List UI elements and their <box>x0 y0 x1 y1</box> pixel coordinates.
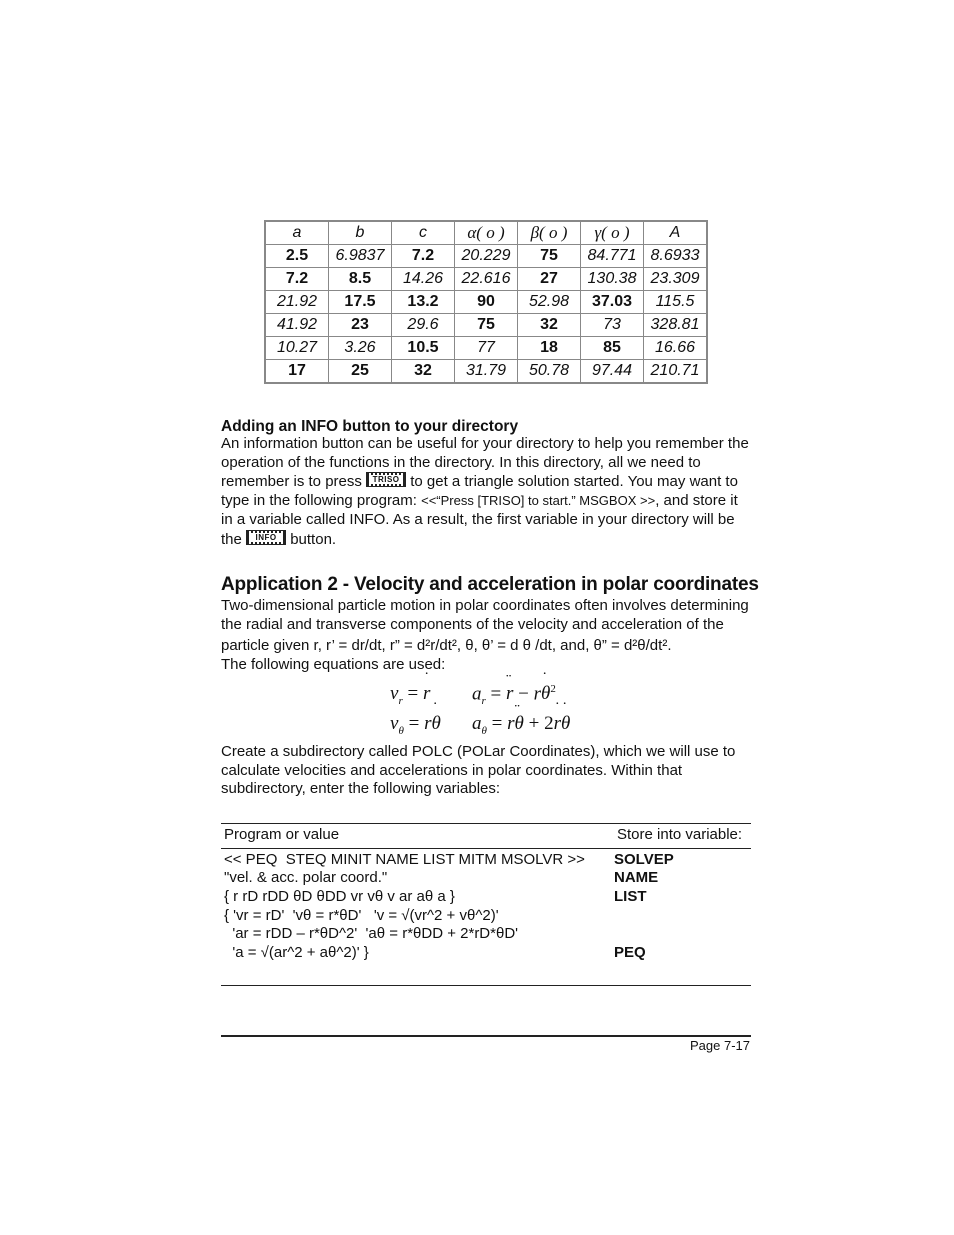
table-row <box>265 245 707 268</box>
table-cell: 27 <box>518 268 581 291</box>
table-cell: 115.5 <box>644 291 708 314</box>
table-cell: 328.81 <box>644 314 708 337</box>
table-cell: 25 <box>329 360 392 384</box>
table-cell: 8.5 <box>329 268 392 291</box>
table-cell: 17.5 <box>329 291 392 314</box>
text-line: subdirectory, enter the following variables: <box>221 780 501 798</box>
table-cell: 7.2 <box>392 245 455 268</box>
section-title: Application 2 - Velocity and acceleration in polar coordinates <box>221 574 759 595</box>
table-cell: 52.98 <box>518 291 581 314</box>
table-cell: 20.229 <box>455 245 518 268</box>
table-cell: 16.66 <box>644 337 708 360</box>
table-cell: 23.309 <box>644 268 708 291</box>
table-cell: 7.2 <box>265 268 329 291</box>
table-cell: 130.38 <box>581 268 644 291</box>
table-top-rule <box>221 823 751 824</box>
text-line: to get a triangle solution started. You may want to <box>410 473 738 491</box>
table-header-cell: γ( o ) <box>581 221 644 245</box>
table-cell: 10.5 <box>392 337 455 360</box>
table-row <box>265 360 707 384</box>
table-row <box>265 337 707 360</box>
table-header-cell: c <box>392 221 455 245</box>
table-cell: 21.92 <box>265 291 329 314</box>
table-cell: 210.71 <box>644 360 708 384</box>
table-cell: 32 <box>518 314 581 337</box>
table-cell: 8.6933 <box>644 245 708 268</box>
table-bottom-rule <box>221 985 751 986</box>
info-section-heading: Adding an INFO button to your directory <box>221 418 519 435</box>
inline-code: <<“Press [TRISO] to start.” MSGBOX >> <box>421 493 656 509</box>
store-variable-solvep: SOLVEP <box>614 851 674 868</box>
text-line: An information button can be useful for your directory to help you remember the <box>221 435 749 452</box>
text-line: The following equations are used: <box>221 656 446 674</box>
store-variable-list: LIST <box>614 888 647 905</box>
table-cell: 2.5 <box>265 245 329 268</box>
table-cell: 97.44 <box>581 360 644 384</box>
text-line: button. <box>290 530 337 548</box>
table-header-cell: a <box>265 221 329 245</box>
table-cell: 77 <box>455 337 518 360</box>
table-cell: 73 <box>581 314 644 337</box>
table-row <box>265 268 707 291</box>
text-line: calculate velocities and accelerations in polar coordinates. Within that <box>221 761 683 779</box>
text-line: particle given r, r’ = dr/dt, r” = d²r/dt², θ, θ’ = d θ /dt, and, θ” = d²θ/dt². <box>221 637 672 655</box>
text-line: Two-dimensional particle motion in polar coordinates often involves determining <box>221 597 749 614</box>
page-number: Page 7-17 <box>690 1038 750 1053</box>
column-header-store: Store into variable: <box>617 826 743 843</box>
table-cell: 90 <box>455 291 518 314</box>
text-line: remember is to press <box>221 473 362 491</box>
equation-vr: $v_r = r$ ˙ <box>390 683 430 707</box>
equation-atheta: $a_\theta = r\theta$ ¨ + 2r ˙θ ˙ <box>472 713 570 737</box>
table-header-rule <box>221 848 751 849</box>
text-line: Create a subdirectory called POLC (POLar Coordinates), which we will use to <box>221 743 736 760</box>
table-cell: 3.26 <box>329 337 392 360</box>
info-section-paragraph <box>221 435 753 549</box>
column-header-program: Program or value <box>224 826 340 843</box>
table-row <box>265 314 707 337</box>
triso-softkey-icon: TRISO <box>366 472 406 487</box>
equation-vtheta: $v_\theta = r\theta$ ˙ <box>390 713 441 737</box>
table-cell: 31.79 <box>455 360 518 384</box>
program-line: << PEQ STEQ MINIT NAME LIST MITM MSOLVR >> <box>224 851 585 868</box>
store-variable-name: NAME <box>614 869 659 886</box>
text-line: type in the following program: <box>221 492 417 510</box>
table-header-cell: β( o ) <box>518 221 581 245</box>
table-cell: 13.2 <box>392 291 455 314</box>
table-cell: 37.03 <box>581 291 644 314</box>
program-line: "vel. & acc. polar coord." <box>224 869 388 886</box>
text-line: , and store it <box>655 492 738 510</box>
table-cell: 23 <box>329 314 392 337</box>
table-cell: 75 <box>518 245 581 268</box>
table-cell: 41.92 <box>265 314 329 337</box>
program-line: { r rD rDD θD θDD vr vθ v ar aθ a } <box>224 888 455 905</box>
text-line: operation of the functions in the directory. In this directory, all we need to <box>221 453 701 471</box>
table-cell: 85 <box>581 337 644 360</box>
text-line: in a variable called INFO. As a result, the first variable in your directory will be <box>221 510 735 528</box>
table-header-row <box>265 221 707 245</box>
table-cell: 84.771 <box>581 245 644 268</box>
table-header-cell: b <box>329 221 392 245</box>
table-row <box>265 291 707 314</box>
table-cell: 17 <box>265 360 329 384</box>
table-cell: 22.616 <box>455 268 518 291</box>
table-header-cell: α( o ) <box>455 221 518 245</box>
table-cell: 18 <box>518 337 581 360</box>
table-cell: 10.27 <box>265 337 329 360</box>
program-line: { 'vr = rD' 'vθ = r*θD' 'v = √(vr^2 + vθ^2)' <box>224 907 499 924</box>
triangle-solutions-table <box>264 220 708 384</box>
program-line: 'ar = rDD – r*θD^2' 'aθ = r*θDD + 2*rD*θD' <box>224 925 519 942</box>
table-cell: 29.6 <box>392 314 455 337</box>
app2-intro-paragraph <box>221 597 753 675</box>
equation-ar: $a_r = r$ ¨ − rθ ˙$^2$ <box>472 683 556 707</box>
info-softkey-icon: INFO <box>246 530 286 545</box>
table-cell: 50.78 <box>518 360 581 384</box>
table-cell: 6.9837 <box>329 245 392 268</box>
table-header-cell: A <box>644 221 708 245</box>
text-line: the <box>221 530 242 548</box>
table-cell: 75 <box>455 314 518 337</box>
store-variable-peq: PEQ <box>614 944 646 961</box>
table-cell: 14.26 <box>392 268 455 291</box>
program-line: 'a = √(ar^2 + aθ^2)' } <box>224 944 369 961</box>
footer-rule <box>221 1035 751 1037</box>
text-line: the radial and transverse components of the velocity and acceleration of the <box>221 615 724 633</box>
app2-after-paragraph <box>221 743 753 799</box>
table-cell: 32 <box>392 360 455 384</box>
